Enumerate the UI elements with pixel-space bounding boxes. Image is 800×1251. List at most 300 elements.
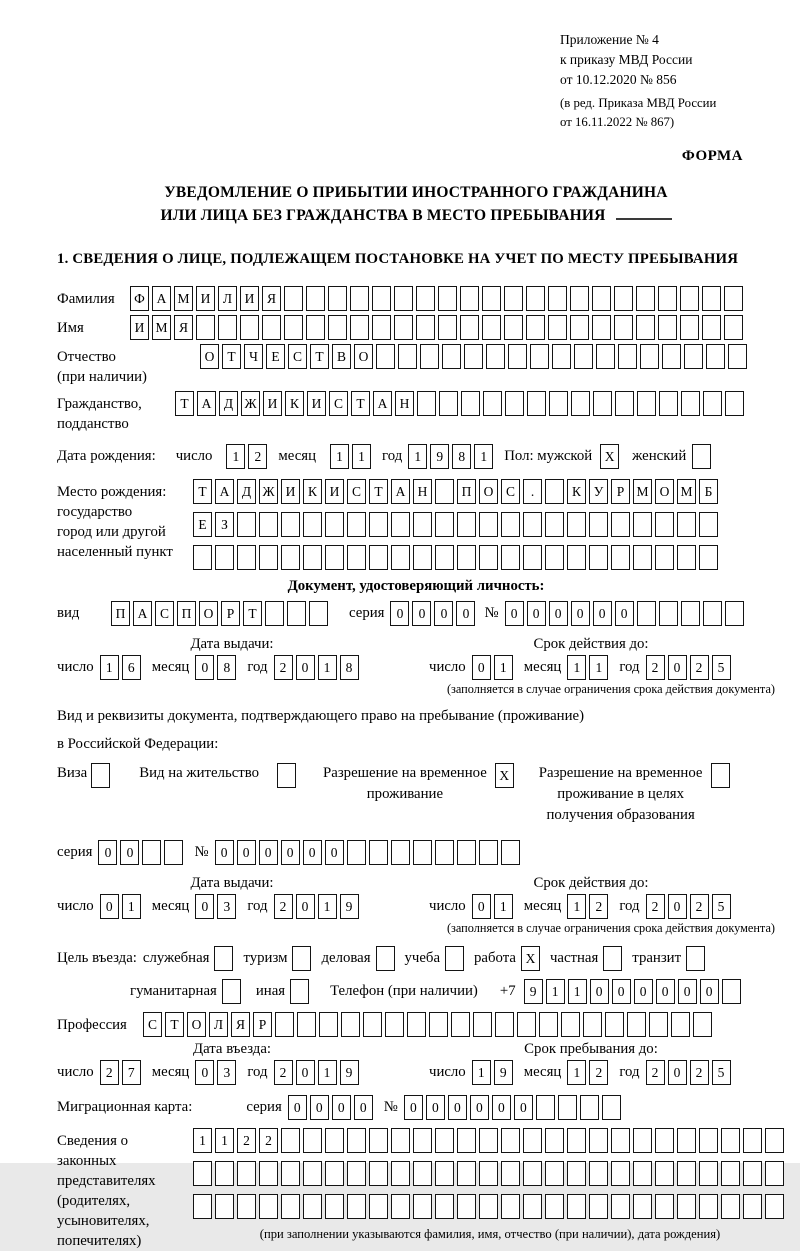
form-cell xyxy=(692,444,711,469)
form-cell xyxy=(603,946,622,971)
form-cell: Ж xyxy=(259,479,278,504)
form-cell xyxy=(561,1012,580,1037)
form-cell: Т xyxy=(175,391,194,416)
year-label: год xyxy=(619,1064,640,1080)
form-cell xyxy=(369,512,388,537)
purpose-business-label: деловая xyxy=(321,950,371,966)
form-cell: 0 xyxy=(472,655,491,680)
form-cell: 2 xyxy=(259,1128,278,1153)
form-cell: 2 xyxy=(274,894,293,919)
purpose-transit-label: транзит xyxy=(632,950,682,966)
form-cell xyxy=(589,1194,608,1219)
form-cell xyxy=(218,315,237,340)
form-cell xyxy=(655,1161,674,1186)
purpose-work-label: работа xyxy=(474,950,516,966)
form-cell: 0 xyxy=(668,894,687,919)
birth-place-label-line4: населенный пункт xyxy=(57,544,173,560)
form-cell: 1 xyxy=(352,444,371,469)
form-cell xyxy=(376,344,395,369)
form-cell: В xyxy=(332,344,351,369)
form-cell xyxy=(567,512,586,537)
form-cell xyxy=(350,315,369,340)
profession-row xyxy=(57,1012,775,1037)
form-cell xyxy=(237,545,256,570)
form-cell: К xyxy=(567,479,586,504)
form-cell: Д xyxy=(237,479,256,504)
form-cell xyxy=(347,512,366,537)
form-cell xyxy=(429,1012,448,1037)
form-cell xyxy=(680,286,699,311)
form-cell xyxy=(526,315,545,340)
purpose-private-label: частная xyxy=(549,950,599,966)
form-cell xyxy=(677,1194,696,1219)
form-cell xyxy=(457,512,476,537)
form-cell xyxy=(457,840,476,865)
form-cell: 2 xyxy=(248,444,267,469)
form-cell xyxy=(215,545,234,570)
form-cell: 1 xyxy=(122,894,141,919)
temp-residence-edu-label-line3: получения образования xyxy=(546,807,695,823)
form-cell xyxy=(460,286,479,311)
form-cell xyxy=(237,1161,256,1186)
form-cell: О xyxy=(200,344,219,369)
form-cell: 0 xyxy=(100,894,119,919)
form-cell: 2 xyxy=(589,1060,608,1085)
form-cell: 1 xyxy=(567,1060,586,1085)
form-cell: 9 xyxy=(340,894,359,919)
form-cell: 2 xyxy=(274,655,293,680)
title-line2: ИЛИ ЛИЦА БЕЗ ГРАЖДАНСТВА В МЕСТО ПРЕБЫВАНИЯ xyxy=(160,207,606,224)
form-cell: С xyxy=(143,1012,162,1037)
form-cell xyxy=(284,315,303,340)
form-cell xyxy=(193,1194,212,1219)
form-cell: 0 xyxy=(448,1095,467,1120)
purpose-study-checkbox xyxy=(445,946,467,971)
form-cell: 0 xyxy=(325,840,344,865)
form-cell xyxy=(592,315,611,340)
form-cell: И xyxy=(240,286,259,311)
form-cell xyxy=(743,1194,762,1219)
migration-card-row xyxy=(57,1095,775,1120)
form-cell xyxy=(442,344,461,369)
month-label: месяц xyxy=(523,898,562,914)
form-cell: 1 xyxy=(567,655,586,680)
form-cell: 0 xyxy=(470,1095,489,1120)
form-cell xyxy=(391,1194,410,1219)
birth-date-label: Дата рождения: xyxy=(57,448,156,464)
form-cell xyxy=(347,545,366,570)
phone-label: Телефон (при наличии) xyxy=(330,983,478,999)
representatives-row3-cells xyxy=(193,1194,787,1219)
form-cell xyxy=(486,344,505,369)
form-cell xyxy=(523,512,542,537)
title-blank-line xyxy=(616,206,672,220)
form-cell xyxy=(505,391,524,416)
form-cell xyxy=(222,979,241,1004)
surname-cells xyxy=(130,286,746,311)
res-valid-day-cells xyxy=(472,894,516,919)
visa-option xyxy=(57,763,113,788)
doc-issue-month-cells xyxy=(195,655,239,680)
form-cell xyxy=(702,286,721,311)
stay-until-head: Срок пребывания до: xyxy=(524,1041,658,1057)
form-cell xyxy=(517,1012,536,1037)
form-cell: Р xyxy=(253,1012,272,1037)
doc-kind-row xyxy=(57,601,775,626)
birth-place-label xyxy=(57,479,193,562)
temp-residence-checkbox xyxy=(495,763,517,788)
year-label: год xyxy=(382,448,403,464)
temp-residence-label xyxy=(323,763,487,805)
form-cell xyxy=(445,946,464,971)
form-cell: 0 xyxy=(668,1060,687,1085)
res-valid-year-cells xyxy=(646,894,734,919)
form-cell: О xyxy=(479,479,498,504)
form-cell xyxy=(290,979,309,1004)
form-cell xyxy=(677,545,696,570)
form-cell xyxy=(702,315,721,340)
birth-place-label-line3: город или другой xyxy=(57,524,166,540)
form-cell: 0 xyxy=(281,840,300,865)
form-cell xyxy=(602,1095,621,1120)
form-cell xyxy=(721,1128,740,1153)
form-cell: 1 xyxy=(546,979,565,1004)
form-cell: А xyxy=(197,391,216,416)
form-cell xyxy=(196,315,215,340)
migration-card-label: Миграционная карта: xyxy=(57,1099,193,1115)
form-cell: 6 xyxy=(122,655,141,680)
form-cell: К xyxy=(303,479,322,504)
year-label: год xyxy=(247,659,268,675)
form-cell: 7 xyxy=(122,1060,141,1085)
form-cell xyxy=(649,1012,668,1037)
form-cell xyxy=(611,545,630,570)
form-cell xyxy=(545,1128,564,1153)
form-cell xyxy=(479,1128,498,1153)
form-cell: X xyxy=(495,763,514,788)
mig-series-label: серия xyxy=(246,1099,282,1115)
form-cell xyxy=(501,1194,520,1219)
form-cell xyxy=(567,1161,586,1186)
form-cell: 0 xyxy=(590,979,609,1004)
form-cell xyxy=(570,286,589,311)
form-cell xyxy=(655,1194,674,1219)
form-cell: 2 xyxy=(646,655,665,680)
form-cell: 1 xyxy=(472,1060,491,1085)
entry-date-head: Дата въезда: xyxy=(193,1041,271,1057)
sex-male-label: Пол: мужской xyxy=(504,448,593,464)
form-cell xyxy=(570,315,589,340)
form-cell: А xyxy=(133,601,152,626)
form-cell xyxy=(633,512,652,537)
form-cell: 9 xyxy=(340,1060,359,1085)
form-cell: З xyxy=(215,512,234,537)
form-cell xyxy=(659,391,678,416)
form-cell xyxy=(303,1194,322,1219)
form-cell xyxy=(413,512,432,537)
form-cell: И xyxy=(307,391,326,416)
form-cell xyxy=(435,545,454,570)
form-cell xyxy=(539,1012,558,1037)
form-cell: 0 xyxy=(472,894,491,919)
day-label: число xyxy=(429,1064,466,1080)
form-cell xyxy=(677,1161,696,1186)
form-cell xyxy=(394,315,413,340)
representatives-label-line2: законных xyxy=(57,1153,117,1169)
form-cell xyxy=(369,1161,388,1186)
birth-day-cells xyxy=(226,444,270,469)
form-cell: П xyxy=(111,601,130,626)
form-cell xyxy=(680,315,699,340)
form-cell xyxy=(699,512,718,537)
form-cell xyxy=(589,512,608,537)
form-cell xyxy=(545,545,564,570)
form-cell xyxy=(483,391,502,416)
temp-residence-edu-checkbox xyxy=(711,763,733,788)
form-cell: 9 xyxy=(494,1060,513,1085)
form-cell xyxy=(281,1161,300,1186)
doc-valid-day-cells xyxy=(472,655,516,680)
temp-residence-edu-label-line2: проживание в целях xyxy=(557,786,684,802)
form-cell: М xyxy=(174,286,193,311)
form-cell: О xyxy=(655,479,674,504)
form-cell xyxy=(501,840,520,865)
form-cell xyxy=(417,391,436,416)
patronymic-cells xyxy=(200,344,750,369)
form-cell xyxy=(369,840,388,865)
form-cell: 5 xyxy=(712,655,731,680)
res-validity-note: (заполняется в случае ограничения срока действия документа) xyxy=(446,921,775,935)
form-cell: 1 xyxy=(408,444,427,469)
form-cell: 1 xyxy=(318,655,337,680)
representatives-label-line1: Сведения о xyxy=(57,1133,128,1149)
title-line1: УВЕДОМЛЕНИЕ О ПРИБЫТИИ ИНОСТРАННОГО ГРАЖДАНИНА xyxy=(164,184,668,201)
res-number-cells xyxy=(215,840,523,865)
form-cell: 3 xyxy=(217,1060,236,1085)
profession-label: Профессия xyxy=(57,1017,127,1033)
form-cell xyxy=(391,1128,410,1153)
form-cell: X xyxy=(521,946,540,971)
form-cell xyxy=(583,1012,602,1037)
day-label: число xyxy=(429,659,466,675)
form-cell xyxy=(662,344,681,369)
form-cell xyxy=(526,286,545,311)
form-cell: У xyxy=(589,479,608,504)
res-issue-day-cells xyxy=(100,894,144,919)
form-cell: 8 xyxy=(217,655,236,680)
form-cell: . xyxy=(523,479,542,504)
form-cell xyxy=(303,1128,322,1153)
birth-date-row xyxy=(57,444,775,469)
form-cell xyxy=(589,545,608,570)
form-cell xyxy=(567,545,586,570)
form-cell: 0 xyxy=(678,979,697,1004)
form-cell: М xyxy=(633,479,652,504)
form-cell xyxy=(281,545,300,570)
purpose-transit-checkbox xyxy=(686,946,708,971)
form-cell xyxy=(558,1095,577,1120)
year-label: год xyxy=(619,659,640,675)
form-cell xyxy=(391,545,410,570)
temp-residence-label-line1: Разрешение на временное xyxy=(323,765,487,781)
form-cell xyxy=(277,763,296,788)
residence-dates-row xyxy=(57,875,775,919)
form-cell: 0 xyxy=(98,840,117,865)
form-cell xyxy=(523,1128,542,1153)
form-cell xyxy=(439,391,458,416)
birth-place-row1-cells xyxy=(193,479,721,504)
form-cell xyxy=(686,946,705,971)
form-cell xyxy=(611,1194,630,1219)
form-cell xyxy=(765,1194,784,1219)
form-cell: С xyxy=(501,479,520,504)
form-cell: 0 xyxy=(259,840,278,865)
form-cell xyxy=(287,601,306,626)
form-cell: 1 xyxy=(474,444,493,469)
form-cell xyxy=(259,545,278,570)
form-cell: 0 xyxy=(700,979,719,1004)
form-cell xyxy=(473,1012,492,1037)
form-cell: Н xyxy=(413,479,432,504)
form-cell: Ч xyxy=(244,344,263,369)
representatives-row1-cells xyxy=(193,1128,787,1153)
form-cell: О xyxy=(187,1012,206,1037)
form-cell: 0 xyxy=(296,655,315,680)
form-cell: 0 xyxy=(296,1060,315,1085)
form-cell xyxy=(633,545,652,570)
form-cell: 0 xyxy=(668,655,687,680)
representatives-label-line4: (родителях, xyxy=(57,1193,131,1209)
form-cell: 0 xyxy=(390,601,409,626)
form-cell xyxy=(292,946,311,971)
form-cell: И xyxy=(263,391,282,416)
form-cell xyxy=(416,315,435,340)
citizenship-row xyxy=(57,391,775,434)
annex-line: от 10.12.2020 № 856 xyxy=(560,72,677,87)
form-cell xyxy=(398,344,417,369)
form-cell xyxy=(214,946,233,971)
entry-dates-row xyxy=(57,1041,775,1085)
form-cell xyxy=(589,1128,608,1153)
doc-number-cells xyxy=(505,601,747,626)
res-valid-head: Срок действия до: xyxy=(533,875,649,891)
birth-place-row2-cells xyxy=(193,512,721,537)
form-cell: 1 xyxy=(494,655,513,680)
form-cell xyxy=(259,512,278,537)
form-cell: П xyxy=(177,601,196,626)
form-cell xyxy=(659,601,678,626)
form-cell: Я xyxy=(174,315,193,340)
birth-year-cells xyxy=(408,444,496,469)
form-cell: Т xyxy=(193,479,212,504)
form-cell: А xyxy=(215,479,234,504)
sex-male-checkbox xyxy=(600,444,622,469)
form-cell: Е xyxy=(193,512,212,537)
form-cell: А xyxy=(391,479,410,504)
form-cell: 0 xyxy=(303,840,322,865)
form-cell xyxy=(530,344,549,369)
form-cell xyxy=(501,1161,520,1186)
form-cell: 1 xyxy=(215,1128,234,1153)
form-cell: О xyxy=(199,601,218,626)
form-cell xyxy=(627,1012,646,1037)
form-cell xyxy=(724,286,743,311)
form-cell xyxy=(372,315,391,340)
name-cells xyxy=(130,315,746,340)
phone-prefix: +7 xyxy=(499,983,516,999)
form-cell xyxy=(435,1128,454,1153)
surname-row xyxy=(57,286,775,311)
form-cell xyxy=(501,1128,520,1153)
form-cell xyxy=(451,1012,470,1037)
form-cell: 0 xyxy=(514,1095,533,1120)
citizenship-label-line2: подданство xyxy=(57,416,129,432)
form-cell xyxy=(350,286,369,311)
month-label: месяц xyxy=(151,898,190,914)
page-title xyxy=(57,181,775,227)
representatives-label-line5: усыновителях, xyxy=(57,1213,150,1229)
form-cell: Н xyxy=(395,391,414,416)
form-cell xyxy=(504,286,523,311)
form-cell xyxy=(391,840,410,865)
form-cell xyxy=(407,1012,426,1037)
form-cell: К xyxy=(285,391,304,416)
patronymic-label xyxy=(57,344,200,387)
form-cell xyxy=(328,315,347,340)
day-label: число xyxy=(429,898,466,914)
form-cell xyxy=(347,1128,366,1153)
form-cell: 0 xyxy=(505,601,524,626)
form-cell: М xyxy=(677,479,696,504)
form-cell xyxy=(482,315,501,340)
form-cell: Р xyxy=(611,479,630,504)
form-cell xyxy=(193,1161,212,1186)
form-cell xyxy=(605,1012,624,1037)
form-cell xyxy=(341,1012,360,1037)
form-cell xyxy=(461,391,480,416)
form-cell xyxy=(765,1128,784,1153)
birth-place-label-line1: Место рождения: xyxy=(57,484,167,500)
form-cell: 1 xyxy=(567,894,586,919)
form-cell xyxy=(724,315,743,340)
form-cell xyxy=(655,1128,674,1153)
form-cell xyxy=(523,545,542,570)
form-cell xyxy=(699,1161,718,1186)
temp-residence-edu-option xyxy=(539,763,733,826)
birth-place-block xyxy=(57,479,775,570)
form-cell xyxy=(259,1161,278,1186)
form-cell xyxy=(328,286,347,311)
entry-year-cells xyxy=(274,1060,362,1085)
form-cell: Е xyxy=(266,344,285,369)
form-cell: 0 xyxy=(593,601,612,626)
form-cell xyxy=(413,840,432,865)
day-label: число xyxy=(57,1064,94,1080)
edition-line: (в ред. Приказа МВД России xyxy=(560,96,717,110)
form-cell xyxy=(306,286,325,311)
residence-permit-label: Вид на жительство xyxy=(139,765,260,781)
form-cell: 2 xyxy=(690,894,709,919)
sex-female-checkbox xyxy=(692,444,714,469)
form-cell xyxy=(721,1194,740,1219)
form-cell: 8 xyxy=(340,655,359,680)
form-cell: С xyxy=(347,479,366,504)
form-cell: Я xyxy=(262,286,281,311)
entry-day-cells xyxy=(100,1060,144,1085)
form-cell: Т xyxy=(222,344,241,369)
res-issue-month-cells xyxy=(195,894,239,919)
form-cell xyxy=(677,1128,696,1153)
